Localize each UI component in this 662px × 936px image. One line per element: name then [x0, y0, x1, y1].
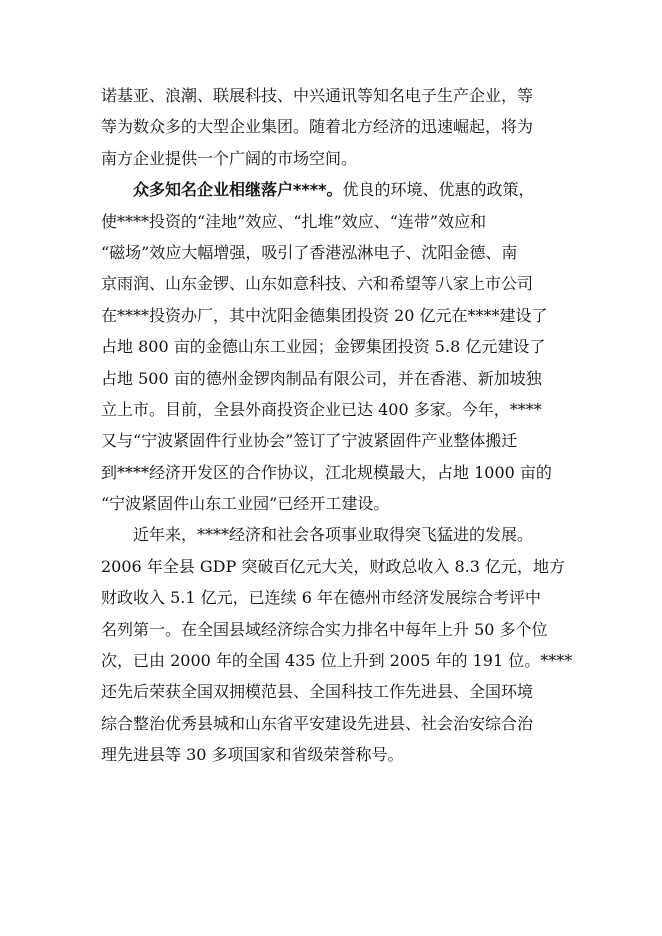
- text-line: 2006 年全县 GDP 突破百亿元大关，财政总收入 8.3 亿元，地方: [101, 556, 565, 576]
- text-line: “宁波紧固件山东工业园”已经开工建设。: [101, 494, 390, 514]
- text-line: 南方企业提供一个广阔的市场空间。: [101, 148, 358, 168]
- text-line: 次，已由 2000 年的全国 435 位上升到 2005 年的 191 位。****: [101, 651, 573, 671]
- paragraph-heading: 众多知名企业相继落户****。: [133, 180, 343, 200]
- text-line: 等为数众多的大型企业集团。随着北方经济的迅速崛起，将为: [101, 117, 534, 137]
- text-line: 到****经济开发区的合作协议，江北规模最大，占地 1000 亩的: [101, 462, 552, 482]
- text-line: 占地 800 亩的金德山东工业园；金锣集团投资 5.8 亿元建设了: [101, 337, 546, 357]
- text-line: 理先进县等 30 多项国家和省级荣誉称号。: [101, 745, 404, 765]
- text-line: 使****投资的“洼地”效应、“扎堆”效应、“连带”效应和: [101, 211, 487, 231]
- text-line: “磁场”效应大幅增强，吸引了香港泓淋电子、沈阳金德、南: [101, 242, 518, 262]
- document-page: [101, 80, 573, 771]
- text-line-first: [101, 174, 563, 205]
- text-line: 立上市。目前，全县外商投资企业已达 400 多家。今年，****: [101, 399, 542, 419]
- text-line: 又与“宁波紧固件行业协会”签订了宁波紧固件产业整体搬迁: [101, 431, 518, 451]
- text-line: 诺基亚、浪潮、联展科技、中兴通讯等知名电子生产企业，等: [101, 86, 534, 105]
- text-fragment: 优良的环境、优惠的政策，: [342, 180, 535, 200]
- text-line: 综合整治优秀县城和山东省平安建设先进县、社会治安综合治: [101, 713, 534, 733]
- paragraph-3: [101, 519, 573, 770]
- paragraph-1: [101, 80, 563, 174]
- text-line: 京雨润、山东金锣、山东如意科技、六和希望等八家上市公司: [101, 274, 534, 294]
- text-line: 占地 500 亩的德州金锣肉制品有限公司，并在香港、新加坡独: [101, 368, 542, 388]
- paragraph-2: [101, 174, 563, 519]
- text-line: 名列第一。在全国县域经济综合实力排名中每年上升 50 多个位: [101, 619, 548, 639]
- text-line: 在****投资办厂，其中沈阳金德集团投资 20 亿元在****建设了: [101, 305, 548, 325]
- text-line-first: 近年来，****经济和社会各项事业取得突飞猛进的发展。: [133, 525, 534, 545]
- text-line: 财政收入 5.1 亿元，已连续 6 年在德州市经济发展综合考评中: [101, 588, 541, 608]
- text-line: 还先后荣获全国双拥模范县、全国科技工作先进县、全国环境: [101, 682, 534, 702]
